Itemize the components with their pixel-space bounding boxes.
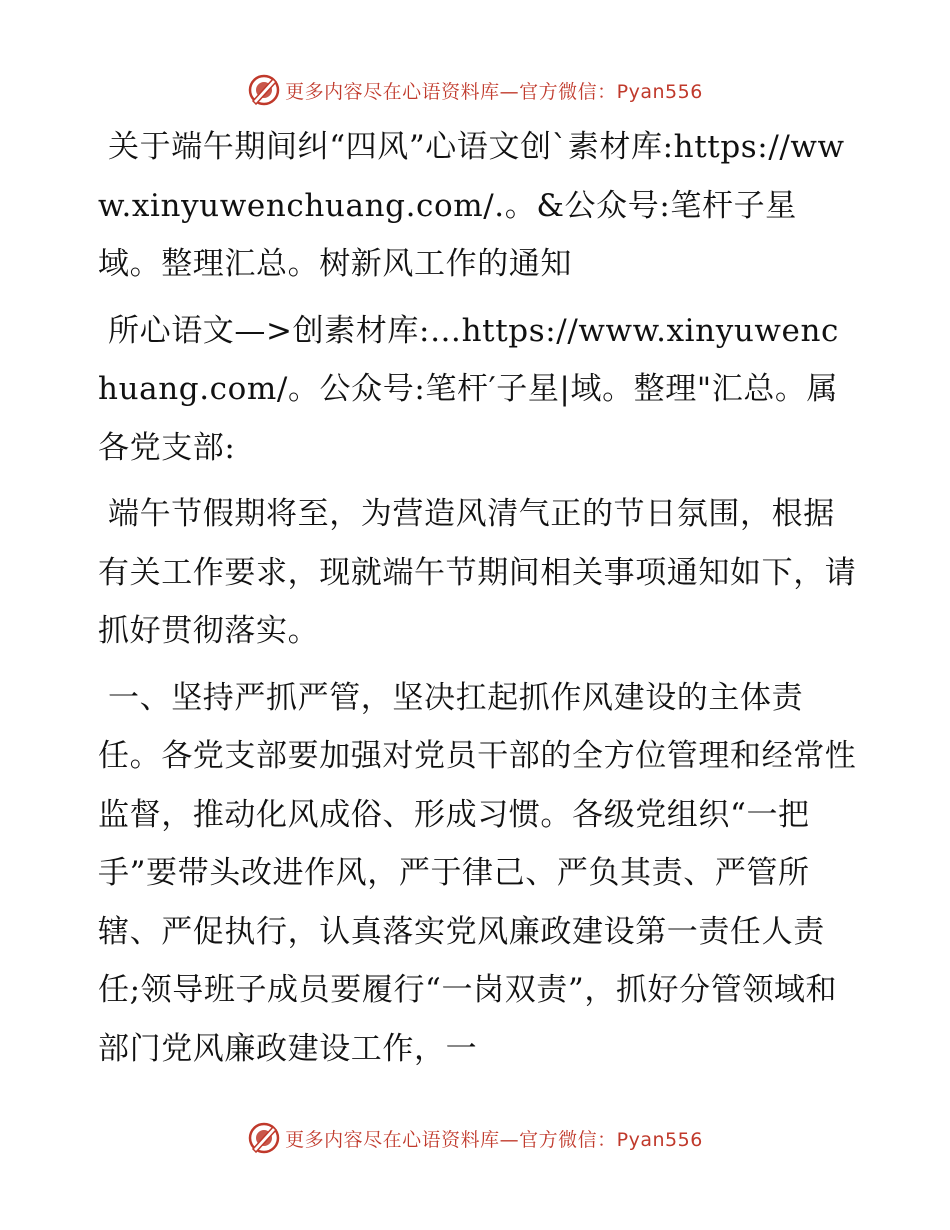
paragraph-section-one: 一、坚持严抓严管，坚决扛起抓作风建设的主体责任。各党支部要加强对党员干部的全方位管理和经常性监督，推动化风成俗、形成习惯。各级党组织“一把手”要带头改进作风，严于律己、严负其责、严管所辖、严促执行，认真落实党风廉政建设第一责任人责任;领导班子成员要履行“一岗双责”，抓好分管领域和部门党风廉政建设工作，一 xyxy=(98,679,857,1067)
pen-seal-logo-icon xyxy=(247,1121,281,1155)
paragraph-addressee: 所心语文—>创素材库:…https://www.xinyuwenchuang.com/。公众号:笔杆′子星|域。整理"汇总。属各党支部: xyxy=(98,312,840,466)
footer-banner xyxy=(0,1118,950,1158)
header-banner xyxy=(0,70,950,110)
pen-seal-logo-icon xyxy=(247,73,281,107)
header-banner-text: 更多内容尽在心语资料库—官方微信：Pyan556 xyxy=(285,80,703,103)
document-body xyxy=(98,118,858,1086)
footer-banner-text: 更多内容尽在心语资料库—官方微信：Pyan556 xyxy=(285,1128,703,1151)
paragraph-intro: 端午节假期将至，为营造风清气正的节日氛围，根据有关工作要求，现就端午节期间相关事项通知如下，请抓好贯彻落实。 xyxy=(98,496,857,649)
paragraph-title: 关于端午期间纠“四风”心语文创`素材库:https://www.xinyuwenchuang.com/.。&公众号:笔杆子星域。整理汇总。树新风工作的通知 xyxy=(98,129,845,282)
